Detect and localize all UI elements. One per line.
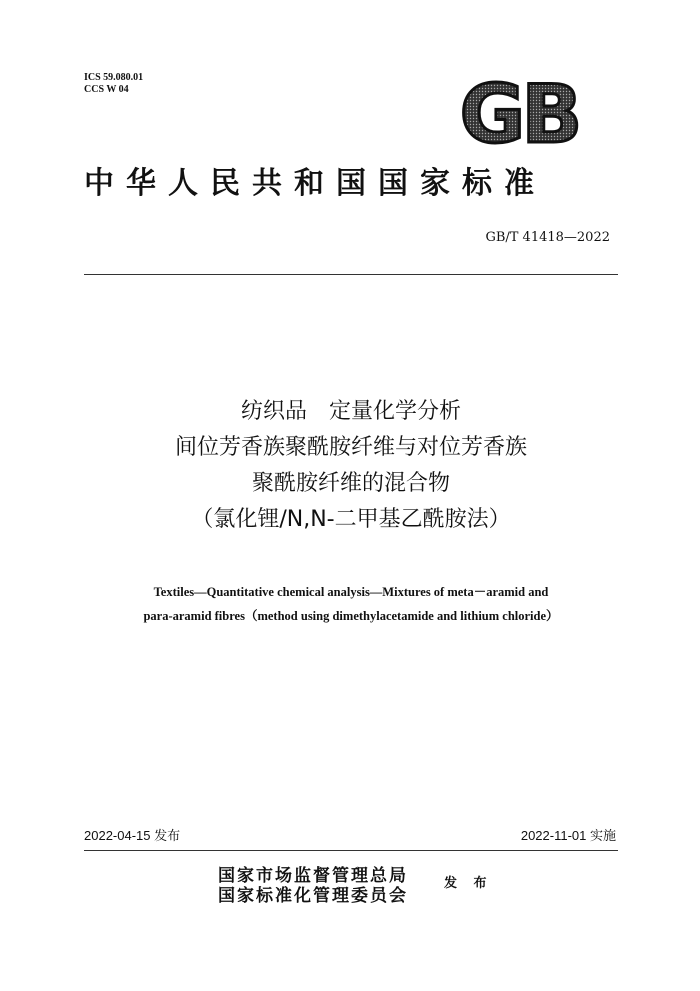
en-title-line: Textiles—Quantitative chemical analysis—Mixtures of meta－aramid and <box>153 585 549 599</box>
ics-code: ICS 59.080.01 <box>84 72 144 83</box>
issuer-sac: 国家标准化管理委员会 <box>218 886 408 906</box>
issue-date: 2022-04-15 发布 <box>84 828 181 843</box>
ccs-code: CCS W 04 <box>84 84 129 95</box>
standard-title: 中华人民共和国国家标准 <box>84 166 546 201</box>
top-divider <box>84 274 618 275</box>
issuer-samr: 国家市场监督管理总局 <box>218 866 408 886</box>
standard-number: GB/T 41418—2022 <box>485 230 610 245</box>
cn-title-line: 间位芳香族聚酰胺纤维与对位芳香族 <box>174 435 527 460</box>
issuing-authorities <box>218 866 408 906</box>
en-title-line: para-aramid fibres（method using dimethylacetamide and lithium chloride） <box>143 609 559 623</box>
bottom-divider <box>84 850 618 851</box>
english-title <box>84 580 618 628</box>
gb-logo-icon <box>448 78 590 150</box>
cn-title-line: （氯化锂/N,N-二甲基乙酰胺法） <box>191 507 511 532</box>
chinese-title <box>84 394 618 538</box>
cn-title-line: 聚酰胺纤维的混合物 <box>251 471 450 496</box>
gb-logo-text: GB <box>459 78 579 150</box>
classification-codes <box>84 72 143 96</box>
cn-title-line: 纺织品 定量化学分析 <box>240 399 461 424</box>
implement-date: 2022-11-01 实施 <box>520 828 616 843</box>
publish-label: 发 布 <box>444 876 493 891</box>
